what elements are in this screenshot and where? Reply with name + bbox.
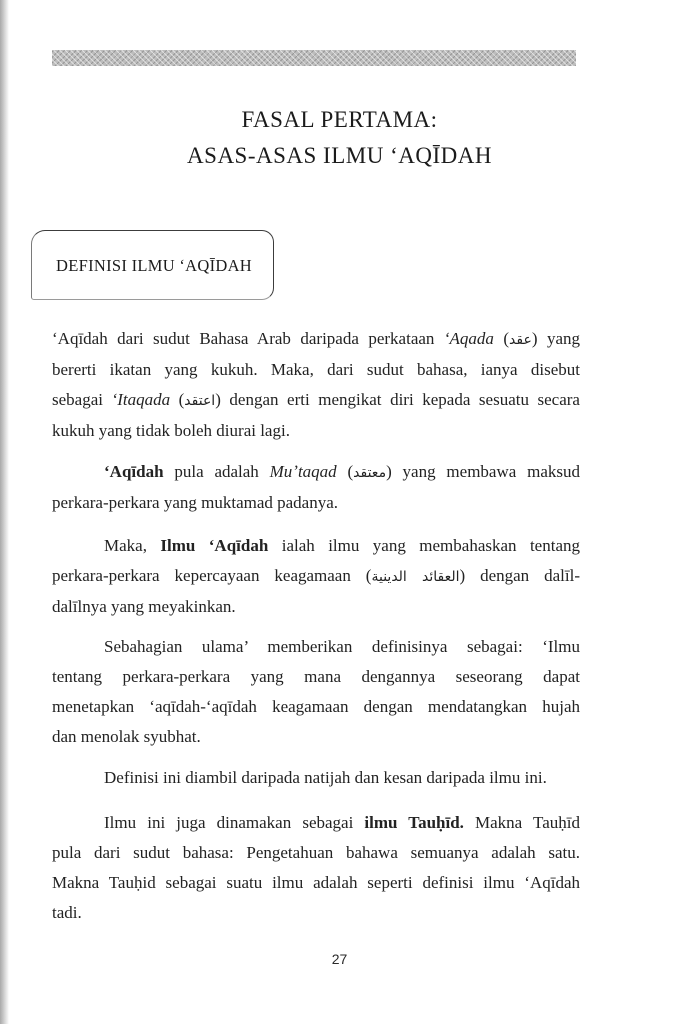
paragraph-tauhid [52, 808, 580, 928]
paragraph-line: Ilmu ini juga dinamakan sebagai ilmu Tauḥīd. Makna Tauḥīd [104, 813, 580, 832]
section-heading: DEFINISI ILMU ʻAQĪDAH [56, 256, 253, 275]
paragraph-aqidah-etymology [52, 324, 580, 446]
page-number: 27 [331, 951, 348, 967]
arabic-term: معتقد [353, 465, 387, 481]
paragraph-ulama-definition [52, 632, 580, 752]
arabic-term: اعتقد [184, 393, 216, 409]
paragraph-ilmu-aqidah [52, 531, 580, 622]
paragraph-line: ʻAqīdah pula adalah Muʼtaqad (معتقد) yang membawa maksud [104, 462, 580, 481]
paragraph-line: pula dari sudut bahasa: Pengetahuan bahawa semuanya adalah satu. [52, 843, 580, 862]
chapter-title: FASAL PERTAMA: [241, 107, 438, 132]
paragraph-line: dalīlnya yang meyakinkan. [52, 597, 236, 616]
paragraph-mutaqad [52, 457, 580, 518]
paragraph-line: perkara-perkara kepercayaan keagamaan (العقائد الدينية) dengan dalīl- [52, 566, 581, 585]
paragraph-line: bererti ikatan yang kukuh. Maka, dari sudut bahasa, ianya disebut [52, 360, 580, 379]
paragraph-line: menetapkan ʻaqīdah-ʻaqīdah keagamaan dengan mendatangkan hujah [52, 697, 580, 716]
paragraph-line: Makna Tauḥid sebagai suatu ilmu adalah seperti definisi ilmu ʻAqīdah [52, 873, 580, 892]
paragraph-line: Maka, Ilmu ʻAqīdah ialah ilmu yang membahaskan tentang [104, 536, 580, 555]
paragraph-line: dan menolak syubhat. [52, 727, 201, 746]
arabic-term: عقد [509, 332, 532, 348]
paragraph-line: tadi. [52, 903, 82, 922]
paragraph-definition-source [52, 763, 580, 793]
paragraph-line: tentang perkara-perkara yang mana dengannya seseorang dapat [52, 667, 580, 686]
paragraph-line: kukuh yang tidak boleh diurai lagi. [52, 421, 290, 440]
paragraph-line: Sebahagian ulama’ memberikan definisinya sebagai: ‘Ilmu [104, 637, 580, 656]
chapter-subtitle: ASAS-ASAS ILMU ʻAQĪDAH [187, 143, 492, 168]
paragraph-line: perkara-perkara yang muktamad padanya. [52, 493, 339, 512]
decorative-header-band [52, 50, 576, 66]
paragraph-line: ʻAqīdah dari sudut Bahasa Arab daripada perkataan ʻAqada (عقد) yang [52, 329, 580, 348]
arabic-term: العقائد الدينية [371, 569, 460, 585]
paragraph-line: Definisi ini diambil daripada natijah dan kesan daripada ilmu ini. [104, 768, 547, 787]
paragraph-line: sebagai ʻItaqada (اعتقد) dengan erti mengikat diri kepada sesuatu secara [52, 390, 580, 409]
